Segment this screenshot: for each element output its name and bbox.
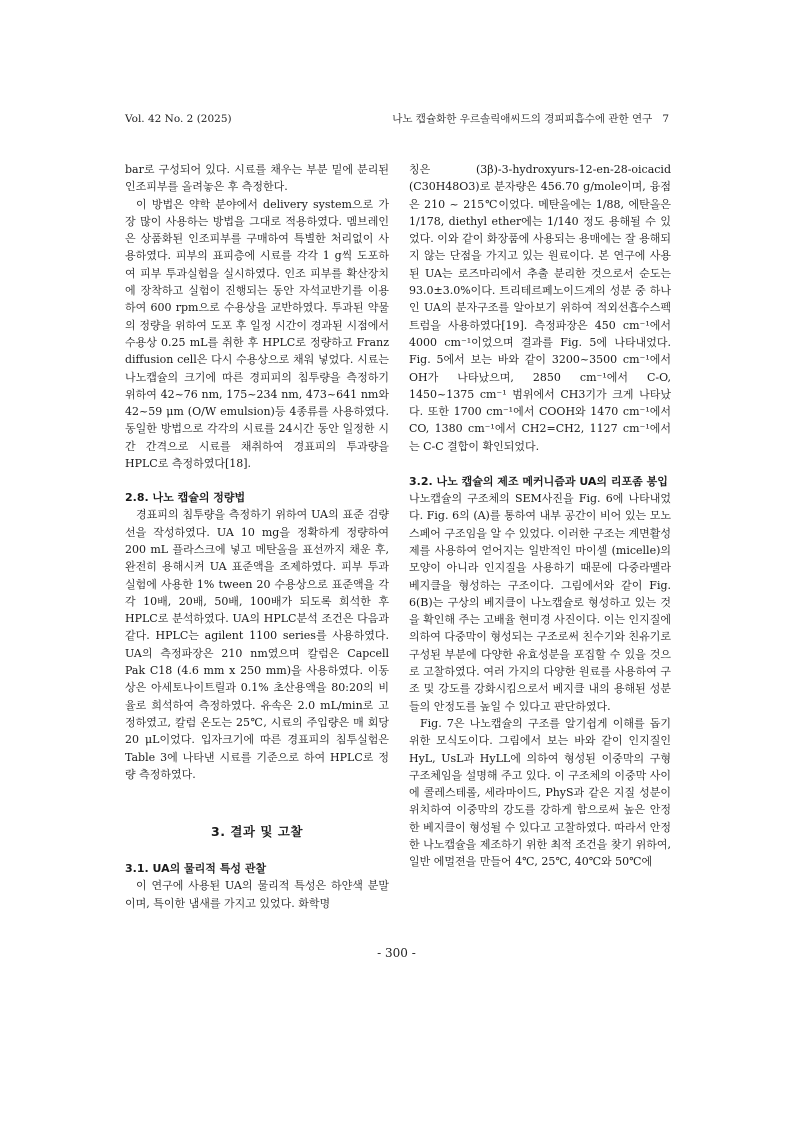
header-page-number: 7 [662,113,669,125]
left-column [125,161,389,912]
journal-volume: Vol. 42 No. 2 (2025) [125,113,232,125]
right-column [409,161,671,871]
section-heading-3-2: 3.2. 나노 캡슐의 제조 메커니즘과 UA의 리포좀 봉입 [409,475,668,489]
section-heading-3-1: 3.1. UA의 물리적 특성 관찰 [125,862,267,876]
paragraph: 나노캡슐의 구조체의 SEM사진을 Fig. 6에 나타내었다. Fig. 6의 (A)를 통하여 내부 공간이 비어 있는 모노 스페어 구조임을 알 수 있었다. 이러한 구조는 계면활성제를 사용하여 얻어지는 일반적인 마이셀 (micelle)의 모양이 아니라 인지질을 사용하기 때문에 다중라멜라 베지클을 형성하는 구조이다. 그림에서와 같이 Fig. 6(B)는 구상의 베지클이 나노캡슐로 형성하고 있는 것을 확인해 주는 고배율 현미경 사진이다. 이는 인지질에 의하여 다중막이 형성되는 구조로써 친수기와 친유기로 구성된 부분에 다양한 유효성분을 포집할 수 있을 것으로 고찰하였다. 여러 가지의 다양한 원료를 사용하여 구조 및 강도를 강화시킴으로서 베지클 내의 용해된 성분들의 안정도를 높일 수 있다고 판단하였다. [409,492,671,713]
paragraph: 이 연구에 사용된 UA의 물리적 특성은 하얀색 분말이며, 특이한 냄새를 가지고 있었다. 화학명 [125,879,389,910]
header-right [382,111,669,127]
section-heading-3: 3. 결과 및 고찰 [211,824,303,840]
page-footer-number: - 300 - [377,946,416,960]
section-heading-2-8: 2.8. 나노 캡슐의 정량법 [125,491,246,505]
running-title: 나노 캡슐화한 우르솔릭애씨드의 경피피흡수에 관한 연구 [392,113,653,125]
paragraph: 칭은 (3β)-3-hydroxyurs-12-en-28-oicacid (C30H48O3)로 분자량은 456.70 g/mole이며, 융점은 210 ~ 215℃이었다. 메탄올에는 1/88, 에탄올은 1/178, diethyl ether에는 1/140 정도 용해될 수 있었다. 이와 같이 화장품에 사용되는 용매에는 잘 용해되지 않는 단점을 가지고 있는 원료이다. 본 연구에 사용된 UA는 로즈마리에서 추출 분리한 것으로서 순도는 93.0±3.0%이다. 트리테르페노이드계의 성분 중 하나인 UA의 분자구조를 알아보기 위하여 적외선흡수스펙트럼을 사용하였다[19]. 측정파장은 450 cm⁻¹에서 4000 cm⁻¹이었으며 결과를 Fig. 5에 나타내었다. Fig. 5에서 보는 바와 같이 3200~3500 cm⁻¹에서 OH가 나타났으며, 2850 cm⁻¹에서 C-O, 1450~1375 cm⁻¹ 범위에서 CH3기가 크게 나타났다. 또한 1700 cm⁻¹에서 COOH와 1470 cm⁻¹에서 CO, 1380 cm⁻¹에서 CH2=CH2, 1127 cm⁻¹에서는 C-C 결합이 확인되었다. [409,163,671,453]
paragraph: 이 방법은 약학 분야에서 delivery system으로 가장 많이 사용하는 방법을 그대로 적용하였다. 멤브레인은 상품화된 인조피부를 구매하여 특별한 처리없이 사용하였다. 피부의 표피층에 시료를 각각 1 g씩 도포하여 피부 투과실험을 실시하였다. 인조 피부를 확산장치에 장착하고 실험이 진행되는 동안 자석교반기를 이용하여 600 rpm으로 수용상을 교반하였다. 투과된 약물의 정량을 위하여 도포 후 일정 시간이 경과된 시점에서 수용상 0.25 mL를 취한 후 HPLC로 정량하고 Franz diffusion cell은 다시 수용상으로 채워 넣었다. 시료는 나노캡슐의 크기에 따른 경피피의 침투량을 측정하기 위하여 42~76 nm, 175~234 nm, 473~641 nm와 42~59 μm (O/W emulsion)등 4종류를 사용하였다. 동일한 방법으로 각각의 시료를 24시간 동안 일정한 시간 간격으로 시료를 채취하여 경표피의 투과량을 HPLC로 측정하였다[18]. [125,197,389,471]
paragraph: 경표피의 침투량을 측정하기 위하여 UA의 표준 검량선을 작성하였다. UA 10 mg을 정확하게 정량하여 200 mL 플라스크에 넣고 메탄올을 표선까지 채운 후, 완전히 용해시켜 UA 표준액을 조제하였다. 피부 투과실험에 사용한 1% tween 20 수용상으로 표준액을 각각 10배, 20배, 50배, 100배가 되도록 희석한 후 HPLC로 분석하였다. UA의 HPLC분석 조건은 다음과 같다. HPLC는 agilent 1100 series를 사용하였다. UA의 측정파장은 210 nm였으며 칼럼은 Capcell Pak C18 (4.6 mm x 250 mm)을 사용하였다. 이동상은 아세토나이트릴과 0.1% 초산용액을 80:20의 비율로 희석하여 측정하였다. 유속은 2.0 mL/min로 고정하였고, 칼럼 온도는 25℃, 시료의 주입량은 매 회당 20 μL이었다. 입자크기에 따른 경표피의 침투실험은 Table 3에 나타낸 시료를 기준으로 하여 HPLC로 정량 측정하였다. [125,508,389,781]
paragraph: bar로 구성되어 있다. 시료를 채우는 부분 밑에 분리된 인조피부를 올려놓은 후 측정한다. [125,163,389,194]
running-header [125,111,669,127]
paragraph: Fig. 7은 나노캡슐의 구조를 알기쉽게 이해를 돕기 위한 모식도이다. 그림에서 보는 바와 같이 인지질인 HyL, UsL과 HyLL에 의하여 형성된 이중막의 구형 구조체임을 설명해 주고 있다. 이 구조체의 이중막 사이에 콜레스테롤, 세라마이드, PhyS과 같은 지질 성분이 위치하여 이중막의 강도를 강하게 함으로써 높은 안정한 베지클이 형성될 수 있다고 고찰하였다. 따라서 안정한 나노캡슐을 제조하기 위한 최적 조건을 찾기 위하여, 일반 에멀젼을 만들어 4℃, 25℃, 40℃와 50℃에 [409,716,671,869]
